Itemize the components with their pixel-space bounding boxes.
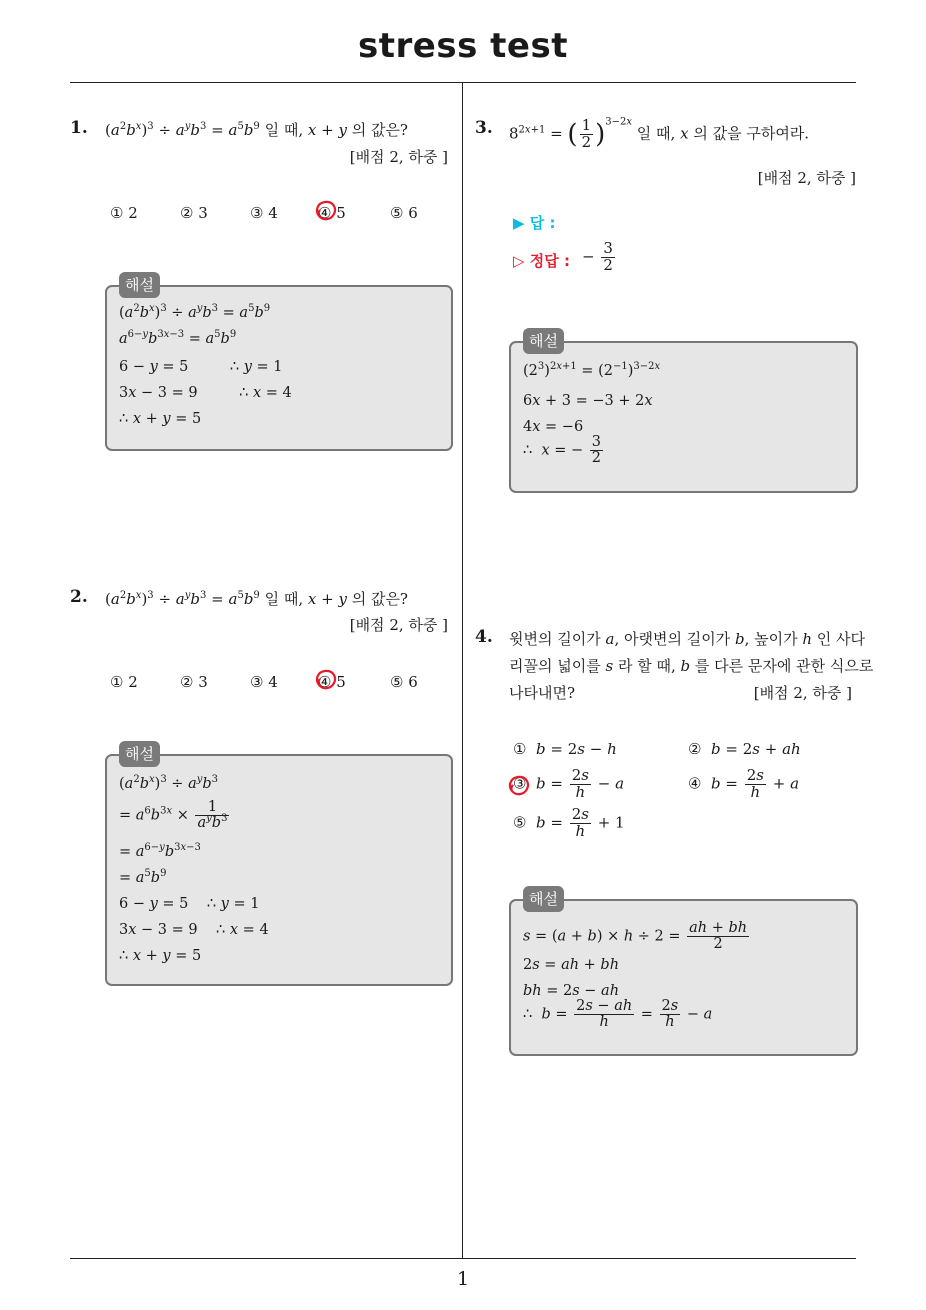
- solution-line: 6x + 3 = −3 + 2x: [523, 393, 653, 409]
- question-meta: [배점 2, 하중 ]: [757, 169, 856, 187]
- option-5[interactable]: ⑤ 6: [390, 204, 418, 222]
- solution-line: 2s = ah + bh: [523, 957, 620, 973]
- correct-answer-label: ▷ 정답 :: [513, 252, 570, 270]
- top-rule: [70, 82, 856, 83]
- solution-line: ∴ x = − $\frac{3}{2}$: [523, 434, 602, 467]
- option-2[interactable]: ② 3: [180, 673, 208, 691]
- solution-tag: 해설: [523, 886, 564, 912]
- solution-line: 3x − 3 = 9 ∴ x = 4: [119, 385, 292, 401]
- option-1[interactable]: ① b = 2s − h: [513, 740, 617, 758]
- answer-mark-icon: [314, 199, 338, 223]
- option-4[interactable]: ④ 5: [318, 204, 346, 222]
- option-1[interactable]: ① 2: [110, 673, 138, 691]
- solution-line: 4x = −6: [523, 419, 584, 435]
- solution-line: ∴ x + y = 5: [119, 411, 202, 427]
- question-text-line-3: 나타내면?: [509, 684, 576, 702]
- solution-line: $(a^2b^x)^3 \div a^yb^3$: [119, 774, 219, 792]
- question-text: $8^{2x+1}$ = ( $\frac{1}{2}$ )$^{3-2x}$ 일 때, x 의 값을 구하여라.: [509, 116, 810, 151]
- solution-box: [509, 899, 858, 1056]
- question-text-line-2: 리꼴의 넓이를 s 라 할 때, b 를 다른 문자에 관한 식으로: [509, 657, 874, 675]
- question-number: 2.: [70, 587, 88, 607]
- option-2[interactable]: ② 3: [180, 204, 208, 222]
- option-3[interactable]: ③ 4: [250, 673, 278, 691]
- solution-tag: 해설: [119, 272, 160, 298]
- answer-mark-icon: [507, 774, 531, 798]
- solution-box: [105, 754, 453, 986]
- option-4[interactable]: ④ b = $\frac{2s}{h}$ + a: [688, 766, 800, 801]
- correct-answer-value: − $\frac{3}{2}$: [582, 239, 613, 274]
- question-meta: [배점 2, 하중 ]: [349, 148, 448, 166]
- column-divider: [462, 83, 463, 1259]
- solution-box: [105, 285, 453, 451]
- question-text-line-1: 윗변의 길이가 a, 아랫변의 길이가 b, 높이가 h 인 사다: [509, 630, 866, 648]
- question-number: 1.: [70, 118, 88, 138]
- solution-line: $a^{6-y}b^{3x-3} = a^5b^9$: [119, 329, 237, 347]
- option-5[interactable]: ⑤ 6: [390, 673, 418, 691]
- question-text: $(a^2b^x)^3 \div a^yb^3 = a^5b^9$ 일 때, x + y 의 값은?: [105, 121, 408, 139]
- answer-field-label[interactable]: ▶ 답 :: [513, 214, 556, 232]
- solution-tag: 해설: [523, 328, 564, 354]
- solution-box: [509, 341, 858, 493]
- question-number: 4.: [475, 627, 493, 647]
- question-meta: [배점 2, 하중 ]: [753, 684, 852, 702]
- solution-line: = $a^{6-y}b^{3x-3}$: [119, 842, 201, 860]
- solution-line: s = (a + b) × h ÷ 2 = $\frac{ah + bh}{2}$: [523, 920, 748, 953]
- solution-line: bh = 2s − ah: [523, 983, 620, 999]
- question-number: 3.: [475, 118, 493, 138]
- bottom-rule: [70, 1258, 856, 1259]
- solution-line: $(a^2b^x)^3 \div a^yb^3 = a^5b^9$: [119, 303, 271, 321]
- option-3[interactable]: ③ 4: [250, 204, 278, 222]
- option-1[interactable]: ① 2: [110, 204, 138, 222]
- solution-line: 6 − y = 5 ∴ y = 1: [119, 896, 260, 912]
- solution-tag: 해설: [119, 741, 160, 767]
- question-meta: [배점 2, 하중 ]: [349, 616, 448, 634]
- solution-line: = $a^6b^{3x}$ × $\frac{1}{a^yb^3}$: [119, 799, 228, 832]
- solution-line: 6 − y = 5 ∴ y = 1: [119, 359, 283, 375]
- option-3[interactable]: ③ b = $\frac{2s}{h}$ − a: [513, 766, 625, 801]
- solution-line: ∴ b = $\frac{2s - ah}{h}$ = $\frac{2s}{h}$ − a: [523, 998, 713, 1031]
- option-4[interactable]: ④ 5: [318, 673, 346, 691]
- answer-mark-icon: [314, 668, 338, 692]
- option-5[interactable]: ⑤ b = $\frac{2s}{h}$ + 1: [513, 805, 625, 840]
- solution-line: $(2^3)^{2x+1} = (2^{-1})^{3-2x}$: [523, 361, 661, 379]
- document-title: stress test: [358, 26, 568, 66]
- solution-line: = $a^5b^9$: [119, 868, 167, 886]
- solution-line: 3x − 3 = 9 ∴ x = 4: [119, 922, 269, 938]
- question-text: $(a^2b^x)^3 \div a^yb^3 = a^5b^9$ 일 때, x + y 의 값은?: [105, 590, 408, 608]
- solution-line: ∴ x + y = 5: [119, 948, 202, 964]
- page-number: 1: [456, 1268, 470, 1290]
- option-2[interactable]: ② b = 2s + ah: [688, 740, 801, 758]
